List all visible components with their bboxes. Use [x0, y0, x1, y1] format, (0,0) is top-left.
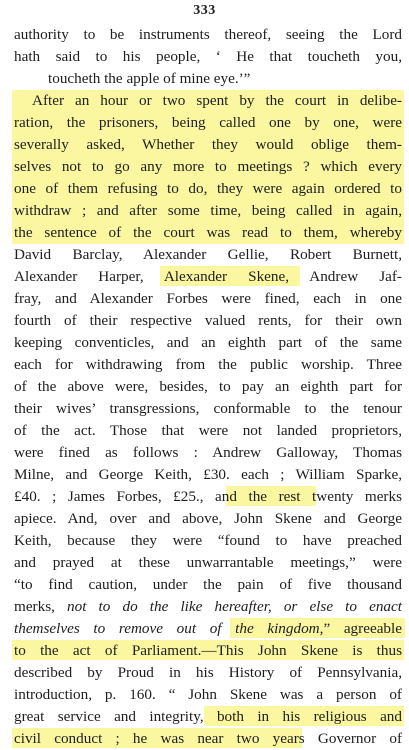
- text-fragment: merks,: [14, 598, 68, 615]
- text-fragment: and George: [311, 510, 402, 527]
- text-line: selves not to go any more to meetings ? which every: [14, 158, 402, 175]
- text-fragment: Alexander Harper,: [14, 268, 164, 285]
- text-line: £40. ; James Forbes, £25., and the rest twenty merks: [14, 488, 402, 505]
- text-line: their wives’ transgressions, conformable to the tenour: [14, 400, 402, 417]
- text-line: described by Proud in his History of Pennsylvania,: [14, 664, 402, 681]
- text-line: [14, 640, 402, 662]
- text-line: each for withdrawing from the public worship. Three: [14, 356, 402, 373]
- text-line: David Barclay, Alexander Gellie, Robert Burnett,: [14, 246, 402, 263]
- text-line: severally asked, Whether they would oblige them-: [14, 136, 402, 153]
- text-line: great service and integrity, both in his religious and: [14, 708, 402, 725]
- text-line: fourth of their respective valued rents, for their own: [14, 312, 402, 329]
- text-line: Milne, and George Keith, £30. each ; William Sparke,: [14, 466, 402, 483]
- italic-text: themselves to remove out of the kingdom,: [14, 620, 324, 637]
- text-line: authority to be instruments thereof, seeing the Lord: [14, 26, 402, 43]
- text-fragment: ” agreeable: [323, 620, 402, 637]
- text-fragment: civil conduct ; he was: [14, 730, 198, 747]
- text-line: [14, 728, 402, 750]
- text-line: [14, 596, 402, 618]
- text-line: [14, 508, 402, 530]
- italic-text: not to do the like hereafter, or else to enact: [67, 598, 402, 615]
- text-line: fray, and Alexander Forbes were fined, each in one: [14, 290, 402, 307]
- text-line: one of them refusing to do, they were again ordered to: [14, 180, 402, 197]
- text-line: After an hour or two spent by the court in delibe-: [32, 92, 402, 109]
- text-line: and prayed at these unwarrantable meetings,” were: [14, 554, 402, 571]
- highlighted-text: near two years Governor of: [197, 730, 402, 747]
- text-fragment: to the act of Parliament.—: [14, 642, 217, 659]
- text-line: [14, 266, 402, 288]
- text-line: were fined as follows : Andrew Galloway, Thomas: [14, 444, 402, 461]
- text-line: the sentence of the court was read to them, whereby: [14, 224, 402, 241]
- text-line: hath said to his people, ‘ He that toucheth you,: [14, 48, 402, 65]
- highlighted-name: Alexander Skene,: [163, 268, 290, 285]
- page-number: 333: [193, 3, 216, 18]
- highlighted-text: This John Skene is thus: [216, 642, 402, 659]
- text-line: ration, the prisoners, being called one by one, were: [14, 114, 402, 131]
- text-line: of the above were, besides, to pay an eighth part for: [14, 378, 402, 395]
- text-fragment: Andrew Jaf-: [289, 268, 402, 285]
- text-line: withdraw ; and after some time, being called in again,: [14, 202, 402, 219]
- highlighted-name: John Skene: [234, 510, 312, 527]
- text-line: of the act. Those that were not landed proprietors,: [14, 422, 402, 439]
- text-line: “to find caution, under the pain of five thousand: [14, 576, 402, 593]
- text-line: [14, 618, 402, 640]
- text-line: keeping conventicles, and an eighth part of the same: [14, 334, 402, 351]
- text-line: introduction, p. 160. “ John Skene was a person of: [14, 686, 402, 703]
- text-line: toucheth the apple of mine eye.’”: [48, 70, 251, 87]
- text-fragment: apiece. And, over and above,: [14, 510, 235, 527]
- text-line: Keith, because they were “found to have preached: [14, 532, 402, 549]
